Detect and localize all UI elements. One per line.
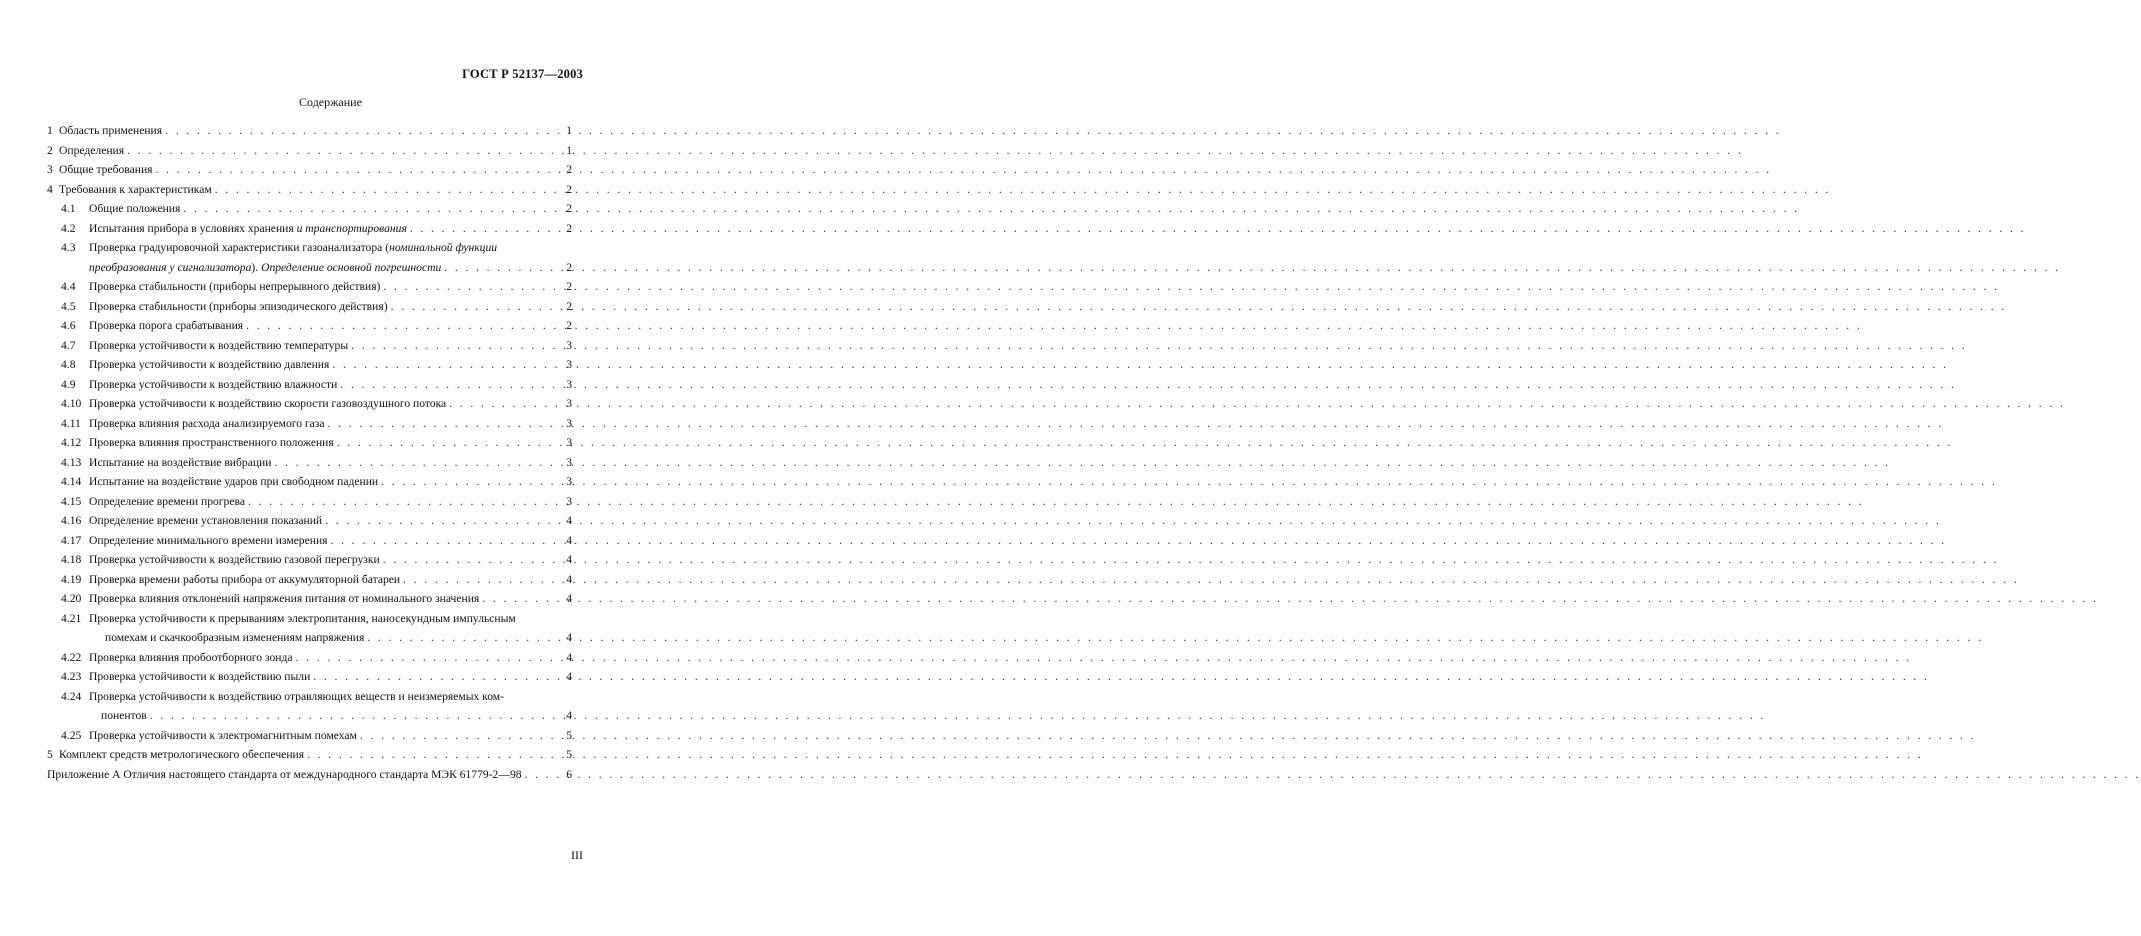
toc-title: Содержание xyxy=(299,95,362,109)
toc-entry-4-10[interactable] xyxy=(47,394,572,414)
toc-entry-number: 4.3 xyxy=(61,241,76,254)
toc-entry-number: 4.6 xyxy=(61,319,76,332)
leader-dots xyxy=(127,141,562,161)
toc-entry-4-22[interactable] xyxy=(47,648,572,668)
toc-entry-text: Определение минимального времени измерения xyxy=(89,533,328,547)
toc-entry-number: 4.13 xyxy=(61,455,82,469)
leader-dots xyxy=(449,394,562,414)
toc-entry-page: 4 xyxy=(566,709,572,722)
toc-entry-number: 2 xyxy=(47,143,53,157)
leader-dots xyxy=(215,180,562,200)
toc-entry-page: 4 xyxy=(566,533,572,547)
toc-entry-1[interactable] xyxy=(47,121,572,141)
toc-entry-appendix-a[interactable] xyxy=(47,765,572,785)
leader-dots xyxy=(383,550,562,570)
toc-entry-4-1[interactable] xyxy=(47,199,572,219)
toc-entry-number: 4.22 xyxy=(61,650,82,664)
toc-entry-text: Проверка влияния отклонений напряжения питания от номинального значения xyxy=(89,592,480,605)
toc-entry-text-part: ). xyxy=(251,260,262,274)
toc-entry-number: 4.25 xyxy=(61,728,82,742)
toc-entry-4-11[interactable] xyxy=(47,414,572,434)
leader-dots xyxy=(328,414,562,434)
toc-entry-text: Общие положения xyxy=(89,202,181,215)
toc-entry-number: 4.7 xyxy=(61,338,76,352)
document-standard-number: ГОСТ Р 52137—2003 xyxy=(462,67,583,81)
leader-dots xyxy=(444,258,562,278)
toc-entry-text-italic: номинальной функции xyxy=(389,241,498,254)
toc-entry-text: Область применения xyxy=(59,124,163,137)
toc-entry-text: Проверка влияния пространственного положения xyxy=(89,436,334,449)
leader-dots xyxy=(165,121,562,141)
toc-entry-text-line1: Проверка устойчивости к воздействию отравляющих веществ и неизмеряемых ком- xyxy=(89,689,504,703)
toc-entry-number: 4.4 xyxy=(61,280,76,293)
leader-dots xyxy=(351,336,562,356)
toc-entry-page: 2 xyxy=(566,163,572,176)
toc-entry-4-23[interactable] xyxy=(47,667,572,687)
toc-entry-4-6[interactable] xyxy=(47,316,572,336)
toc-entry-page: 5 xyxy=(566,748,572,761)
leader-dots xyxy=(391,297,562,317)
toc-entry-number: 4.16 xyxy=(61,514,82,527)
toc-entry-number: 4.14 xyxy=(61,475,82,488)
toc-entry-4-14[interactable] xyxy=(47,472,572,492)
toc-entry-4-18[interactable] xyxy=(47,550,572,570)
toc-entry-5[interactable] xyxy=(47,745,572,765)
toc-entry-4-15[interactable] xyxy=(47,492,572,512)
leader-dots xyxy=(410,219,562,239)
leader-dots xyxy=(183,199,562,219)
toc-entry-text: Определения xyxy=(59,143,125,157)
toc-entry-3[interactable] xyxy=(47,160,572,180)
leader-dots xyxy=(340,375,562,395)
toc-entry-number: 4.12 xyxy=(61,436,82,449)
leader-dots xyxy=(367,628,562,648)
toc-entry-2[interactable] xyxy=(47,141,572,161)
toc-entry-text: Проверка времени работы прибора от аккумуляторной батареи xyxy=(89,572,401,586)
toc-entry-number: 4.2 xyxy=(61,221,76,235)
toc-entry-page: 3 xyxy=(566,397,572,410)
toc-entry-text: Требования к характеристикам xyxy=(59,182,212,196)
toc-entry-4-3[interactable] xyxy=(47,238,572,277)
leader-dots xyxy=(482,589,562,609)
toc-entry-text-part: Проверка градуировочной характеристики газоанализатора ( xyxy=(89,241,390,254)
leader-dots xyxy=(337,433,562,453)
toc-entry-page: 2 xyxy=(566,319,572,332)
toc-entry-page: 1 xyxy=(566,143,572,157)
toc-entry-4-25[interactable] xyxy=(47,726,572,746)
leader-dots xyxy=(156,160,562,180)
toc-entry-text-line2: помехам и скачкообразным изменениям напряжения xyxy=(105,631,365,644)
toc-entry-text-italic: и транспортирования xyxy=(296,221,407,235)
toc-entry-text: Испытание на воздействие ударов при свободном падении xyxy=(89,475,379,488)
toc-entry-text: Испытание на воздействие вибрации xyxy=(89,455,272,469)
toc-entry-4[interactable] xyxy=(47,180,572,200)
toc-entry-page: 4 xyxy=(566,670,572,683)
leader-dots xyxy=(381,472,562,492)
toc-entry-4-19[interactable] xyxy=(47,570,572,590)
toc-entry-text: Определение времени прогрева xyxy=(89,494,245,508)
toc-entry-number: 1 xyxy=(47,124,53,137)
toc-entry-page: 3 xyxy=(566,358,572,371)
toc-entry-text-line2: понентов xyxy=(101,709,147,722)
leader-dots xyxy=(313,667,562,687)
toc-entry-4-24[interactable] xyxy=(47,687,572,726)
toc-entry-text: Проверка порога срабатывания xyxy=(89,319,244,332)
toc-entry-4-12[interactable] xyxy=(47,433,572,453)
toc-entry-number: 4.15 xyxy=(61,494,82,508)
toc-entry-4-8[interactable] xyxy=(47,355,572,375)
leader-dots xyxy=(246,316,562,336)
toc-entry-number: 4.19 xyxy=(61,572,82,586)
toc-entry-number: 4.24 xyxy=(61,689,82,703)
toc-entry-text: Проверка влияния пробоотборного зонда xyxy=(89,650,293,664)
toc-entry-number: 5 xyxy=(47,748,53,761)
toc-entry-4-17[interactable] xyxy=(47,531,572,551)
toc-entry-text-line1: Проверка устойчивости к прерываниям электропитания, наносекундным импульсным xyxy=(89,611,516,625)
toc-entry-page: 3 xyxy=(566,475,572,488)
leader-dots xyxy=(403,570,562,590)
toc-entry-text: Проверка устойчивости к воздействию газовой перегрузки xyxy=(89,553,380,566)
toc-entry-page: 4 xyxy=(566,553,572,566)
toc-entry-number: 4.9 xyxy=(61,377,76,391)
toc-entry-page: 2 xyxy=(566,260,572,274)
toc-entry-number: 4.8 xyxy=(61,358,76,371)
toc-entry-text: Проверка устойчивости к воздействию давления xyxy=(89,358,330,371)
toc-entry-page: 2 xyxy=(566,221,572,235)
toc-entry-page: 1 xyxy=(566,124,572,137)
leader-dots xyxy=(330,531,562,551)
toc-entry-page: 3 xyxy=(566,338,572,352)
leader-dots xyxy=(325,511,562,531)
toc-entry-text: Комплект средств метрологического обеспечения xyxy=(59,748,305,761)
leader-dots xyxy=(296,648,562,668)
toc-entry-4-4[interactable] xyxy=(47,277,572,297)
toc-entry-page: 4 xyxy=(566,514,572,527)
toc-entry-page: 2 xyxy=(566,299,572,313)
toc-entry-number: 4.11 xyxy=(61,416,81,430)
toc-entry-number: 4.1 xyxy=(61,202,76,215)
toc-entry-page: 4 xyxy=(566,650,572,664)
leader-dots xyxy=(525,765,562,785)
toc-entry-page: 2 xyxy=(566,202,572,215)
toc-entry-page: 3 xyxy=(566,436,572,449)
leader-dots xyxy=(332,355,562,375)
toc-entry-page: 5 xyxy=(566,728,572,742)
toc-entry-page: 4 xyxy=(566,572,572,586)
toc-entry-number: 4.18 xyxy=(61,553,82,566)
toc-entry-number: 4.10 xyxy=(61,397,82,410)
toc-entry-text: Проверка устойчивости к воздействию температуры xyxy=(89,338,349,352)
toc-entry-4-2[interactable] xyxy=(47,219,572,239)
toc-entry-number: 4 xyxy=(47,182,53,196)
leader-dots xyxy=(150,706,562,726)
toc-entry-text-italic: Определение основной погрешности xyxy=(261,260,442,274)
toc-entry-4-16[interactable] xyxy=(47,511,572,531)
toc-entry-page: 6 xyxy=(566,767,572,781)
toc-entry-text: Проверка влияния расхода анализируемого газа xyxy=(89,416,325,430)
toc-entry-page: 2 xyxy=(566,182,572,196)
toc-entry-text: Проверка устойчивости к воздействию пыли xyxy=(89,670,311,683)
toc-entry-text: Проверка устойчивости к воздействию скорости газовоздушного потока xyxy=(89,397,447,410)
leader-dots xyxy=(383,277,562,297)
leader-dots xyxy=(360,726,562,746)
leader-dots xyxy=(248,492,562,512)
toc-entry-page: 3 xyxy=(566,494,572,508)
toc-entry-4-9[interactable] xyxy=(47,375,572,395)
toc-entry-4-7[interactable] xyxy=(47,336,572,356)
toc-entry-page: 4 xyxy=(566,631,572,644)
toc-entry-text: Определение времени установления показаний xyxy=(89,514,323,527)
toc-entry-text: Испытания прибора в условиях хранения xyxy=(89,221,294,235)
toc-entry-4-21[interactable] xyxy=(47,609,572,648)
toc-entry-text: Проверка устойчивости к воздействию влажности xyxy=(89,377,338,391)
toc-entry-4-13[interactable] xyxy=(47,453,572,473)
toc-entry-page: 3 xyxy=(566,455,572,469)
toc-entry-text: Приложение А Отличия настоящего стандарта от международного стандарта МЭК 61779-2—98 xyxy=(47,767,522,781)
toc-entry-4-5[interactable] xyxy=(47,297,572,317)
toc-entry-text: Проверка устойчивости к электромагнитным помехам xyxy=(89,728,357,742)
page-number: III xyxy=(571,848,583,862)
leader-dots xyxy=(274,453,562,473)
toc-entry-page: 3 xyxy=(566,416,572,430)
toc-entry-page: 4 xyxy=(566,592,572,605)
toc-entry-text: Общие требования xyxy=(59,163,153,176)
toc-entry-number: 4.23 xyxy=(61,670,82,683)
table-of-contents xyxy=(47,121,572,784)
toc-entry-page: 3 xyxy=(566,377,572,391)
toc-entry-number: 3 xyxy=(47,163,53,176)
toc-entry-number: 4.5 xyxy=(61,299,76,313)
toc-entry-4-20[interactable] xyxy=(47,589,572,609)
toc-entry-page: 2 xyxy=(566,280,572,293)
toc-entry-number: 4.20 xyxy=(61,592,82,605)
toc-entry-text: Проверка стабильности (приборы эпизодического действия) xyxy=(89,299,388,313)
toc-entry-number: 4.21 xyxy=(61,611,82,625)
toc-entry-text-italic: преобразования у сигнализатора xyxy=(89,260,252,274)
leader-dots xyxy=(307,745,562,765)
toc-entry-number: 4.17 xyxy=(61,533,82,547)
toc-entry-text: Проверка стабильности (приборы непрерывного действия) xyxy=(89,280,381,293)
